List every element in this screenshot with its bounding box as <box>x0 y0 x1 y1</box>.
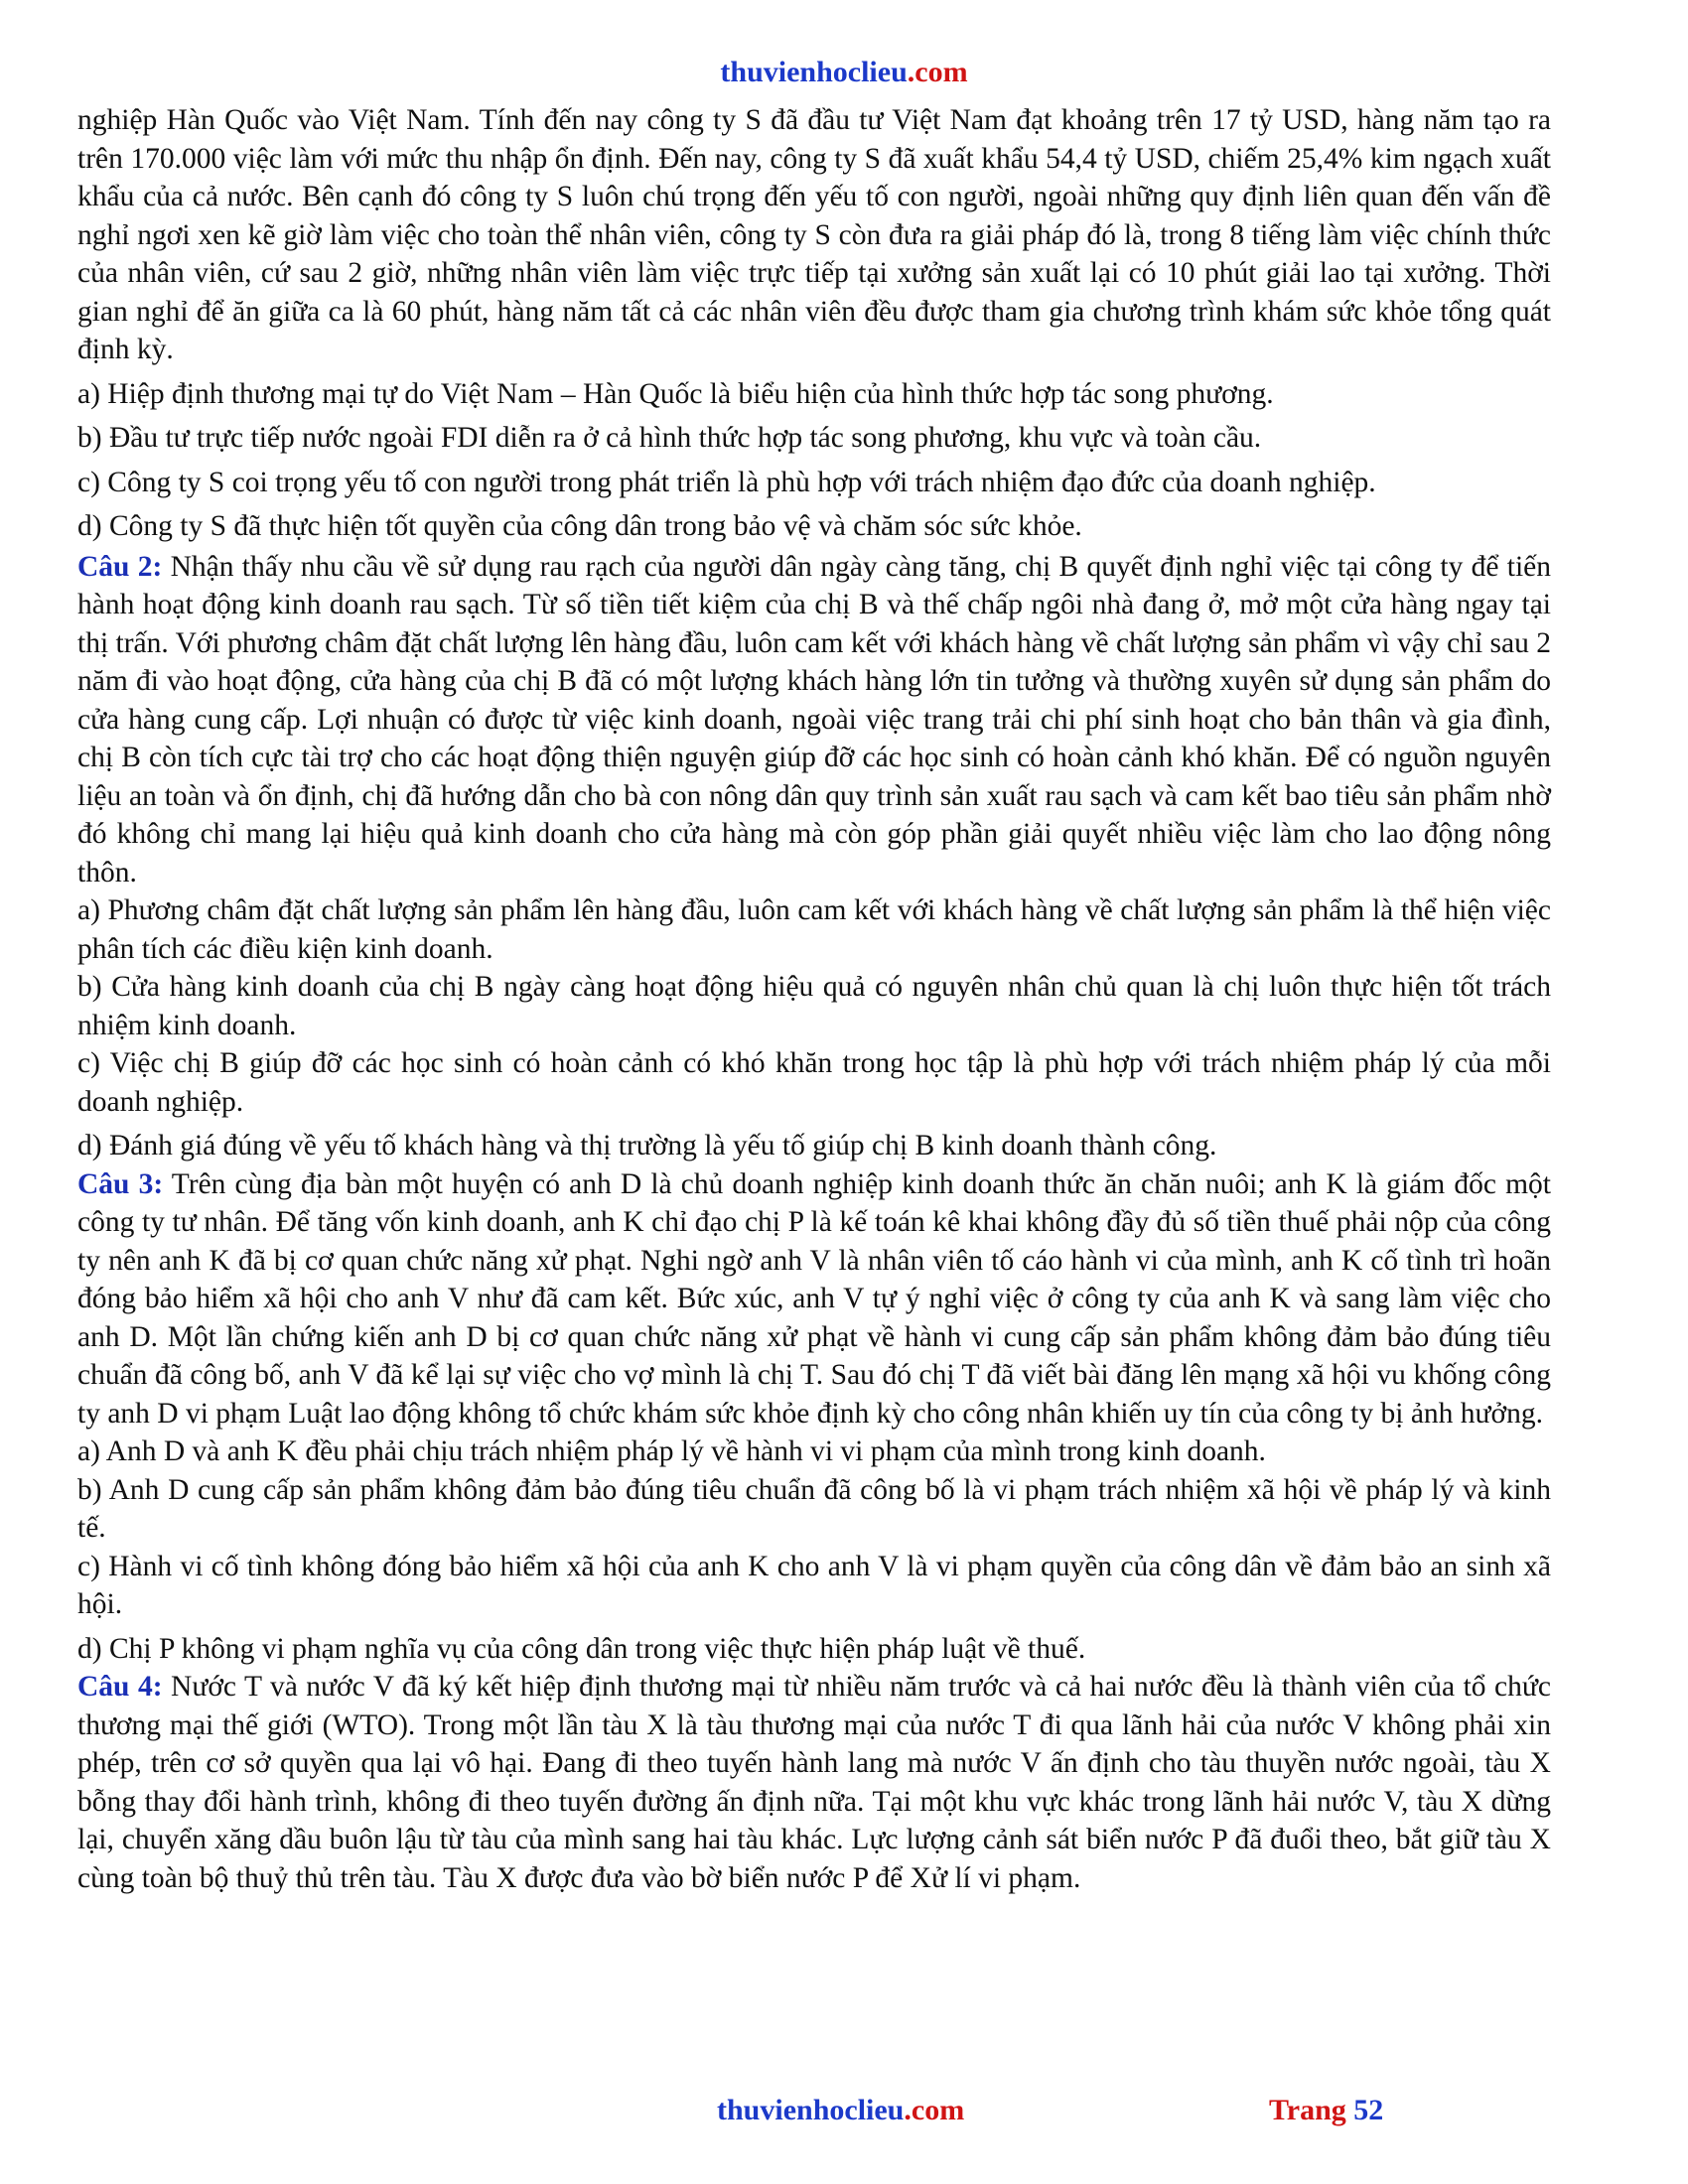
question-label: Câu 3: <box>77 1167 164 1200</box>
site-header <box>0 58 1688 87</box>
intro-option-a: a) Hiệp định thương mại tự do Việt Nam – Hàn Quốc là biểu hiện của hình thức hợp tác song phương. <box>77 377 1274 410</box>
question-3-option-b: b) Anh D cung cấp sản phẩm không đảm bảo đúng tiêu chuẩn đã công bố là vi phạm trách nhiệm xã hội về pháp lý và kinh tế. <box>77 1473 1551 1544</box>
footer-site-name: thuvienhoclieu <box>717 2094 905 2126</box>
question-2-option-d: d) Đánh giá đúng về yếu tố khách hàng và thị trường là yếu tố giúp chị B kinh doanh thành công. <box>77 1130 1217 1161</box>
question-2-option-b: b) Cửa hàng kinh doanh của chị B ngày càng hoạt động hiệu quả có nguyên nhân chủ quan là chị luôn thực hiện tốt trách nhiệm kinh doanh. <box>77 971 1551 1041</box>
question-text: Trên cùng địa bàn một huyện có anh D là chủ doanh nghiệp kinh doanh thức ăn chăn nuôi; anh K là giám đốc một công ty tư nhân. Để tăng vốn kinh doanh, anh K chỉ đạo chị P là kế toán kê khai không đầy đủ số tiền thuế phải nộp của công ty nên anh K đã bị cơ quan chức năng xử phạt. Nghi ngờ anh V là nhân viên tố cáo hành vi của mình, anh K cố tình trì hoãn đóng bảo hiểm xã hội cho anh V như đã cam kết. Bức xúc, anh V tự ý nghỉ việc ở công ty của anh K và sang làm việc cho anh D. Một lần chứng kiến anh D bị cơ quan chức năng xử phạt về hành vi cung cấp sản phẩm không đảm bảo đúng tiêu chuẩn đã công bố, anh V đã kể lại sự việc cho vợ mình là chị T. Sau đó chị T đã viết bài đăng lên mạng xã hội vu khống công ty anh D vi phạm Luật lao động không tổ chức khám sức khỏe định kỳ cho công nhân khiến uy tín của công ty bị ảnh hưởng. <box>77 1167 1551 1430</box>
footer-site-domain: .com <box>904 2094 965 2126</box>
question-label: Câu 4: <box>77 1671 163 1703</box>
question-label: Câu 2: <box>77 550 163 583</box>
question-3-option-c: c) Hành vi cố tình không đóng bảo hiểm xã hội của anh K cho anh V là vi phạm quyền của công dân về đảm bảo an sinh xã hội. <box>77 1550 1551 1620</box>
page-number-value: 52 <box>1353 2094 1384 2126</box>
intro-option-d: d) Công ty S đã thực hiện tốt quyền của công dân trong bảo vệ và chăm sóc sức khỏe. <box>77 510 1082 542</box>
question-3-option-a: a) Anh D và anh K đều phải chịu trách nhiệm pháp lý về hành vi vi phạm của mình trong kinh doanh. <box>77 1435 1266 1467</box>
question-text: Nước T và nước V đã ký kết hiệp định thương mại từ nhiều năm trước và cả hai nước đều là thành viên của tổ chức thương mại thế giới (WTO). Trong một lần tàu X là tàu thương mại của nước T đi qua lãnh hải của nước V không phải xin phép, trên cơ sở quyền qua lại vô hại. Đang đi theo tuyến hành lang mà nước V ấn định cho tàu thuyền nước ngoài, tàu X bỗng thay đổi hành trình, không đi theo tuyến đường ấn định nữa. Tại một khu vực khác trong lãnh hải nước V, tàu X dừng lại, chuyển xăng dầu buôn lậu từ tàu của mình sang hai tàu khác. Lực lượng cảnh sát biển nước P đã đuổi theo, bắt giữ tàu X cùng toàn bộ thuỷ thủ trên tàu. Tàu X được đưa vào bờ biển nước P để Xử lí vi phạm. <box>77 1671 1551 1894</box>
intro-option-c: c) Công ty S coi trọng yếu tố con người trong phát triển là phù hợp với trách nhiệm đạo đức của doanh nghiệp. <box>77 466 1376 498</box>
page-label: Trang <box>1269 2094 1354 2126</box>
site-name: thuvienhoclieu <box>720 56 908 88</box>
question-2-option-c: c) Việc chị B giúp đỡ các học sinh có hoàn cảnh có khó khăn trong học tập là phù hợp với trách nhiệm pháp lý của mỗi doanh nghiệp. <box>77 1047 1551 1118</box>
page-number <box>1269 2093 1383 2128</box>
question-3-option-d: d) Chị P không vi phạm nghĩa vụ của công dân trong việc thực hiện pháp luật về thuế. <box>77 1632 1086 1665</box>
question-2 <box>77 548 1551 892</box>
page-footer <box>0 2093 1688 2128</box>
question-4 <box>77 1668 1551 1897</box>
question-text: Nhận thấy nhu cầu về sử dụng rau rạch của người dân ngày càng tăng, chị B quyết định nghỉ việc tại công ty để tiến hành hoạt động kinh doanh rau sạch. Từ số tiền tiết kiệm của chị B và thế chấp ngôi nhà đang ở, mở một cửa hàng ngay tại thị trấn. Với phương châm đặt chất lượng lên hàng đầu, luôn cam kết với khách hàng về chất lượng sản phẩm vì vậy chỉ sau 2 năm đi vào hoạt động, cửa hàng của chị B đã có một lượng khách hàng lớn tin tưởng và thường xuyên sử dụng sản phẩm do cửa hàng cung cấp. Lợi nhuận có được từ việc kinh doanh, ngoài việc trang trải chi phí sinh hoạt cho bản thân và gia đình, chị B còn tích cực tài trợ cho các hoạt động thiện nguyện giúp đỡ các học sinh có hoàn cảnh khó khăn. Để có nguồn nguyên liệu an toàn và ổn định, chị đã hướng dẫn cho bà con nông dân quy trình sản xuất rau sạch và cam kết bao tiêu sản phẩm nhờ đó không chỉ mang lại hiệu quả kinh doanh cho cửa hàng mà còn góp phần giải quyết nhiều việc làm cho lao động nông thôn. <box>77 550 1551 888</box>
question-3 <box>77 1165 1551 1433</box>
site-domain: .com <box>907 56 968 88</box>
footer-site <box>717 2093 964 2128</box>
intro-option-b: b) Đầu tư trực tiếp nước ngoài FDI diễn ra ở cả hình thức hợp tác song phương, khu vực và toàn cầu. <box>77 422 1262 454</box>
question-2-option-a: a) Phương châm đặt chất lượng sản phẩm lên hàng đầu, luôn cam kết với khách hàng về chất lượng sản phẩm là thể hiện việc phân tích các điều kiện kinh doanh. <box>77 894 1551 965</box>
page-content <box>77 101 1551 1897</box>
intro-paragraph: nghiệp Hàn Quốc vào Việt Nam. Tính đến nay công ty S đã đầu tư Việt Nam đạt khoảng trên 17 tỷ USD, hàng năm tạo ra trên 170.000 việc làm với mức thu nhập ổn định. Đến nay, công ty S đã xuất khẩu 54,4 tỷ USD, chiếm 25,4% kim ngạch xuất khẩu của cả nước. Bên cạnh đó công ty S luôn chú trọng đến yếu tố con người, ngoài những quy định liên quan đến vấn đề nghỉ ngơi xen kẽ giờ làm việc cho toàn thể nhân viên, công ty S còn đưa ra giải pháp đó là, trong 8 tiếng làm việc chính thức của nhân viên, cứ sau 2 giờ, những nhân viên làm việc trực tiếp tại xưởng sản xuất lại có 10 phút giải lao tại xưởng. Thời gian nghỉ để ăn giữa ca là 60 phút, hàng năm tất cả các nhân viên đều được tham gia chương trình khám sức khỏe tổng quát định kỳ. <box>77 104 1551 365</box>
